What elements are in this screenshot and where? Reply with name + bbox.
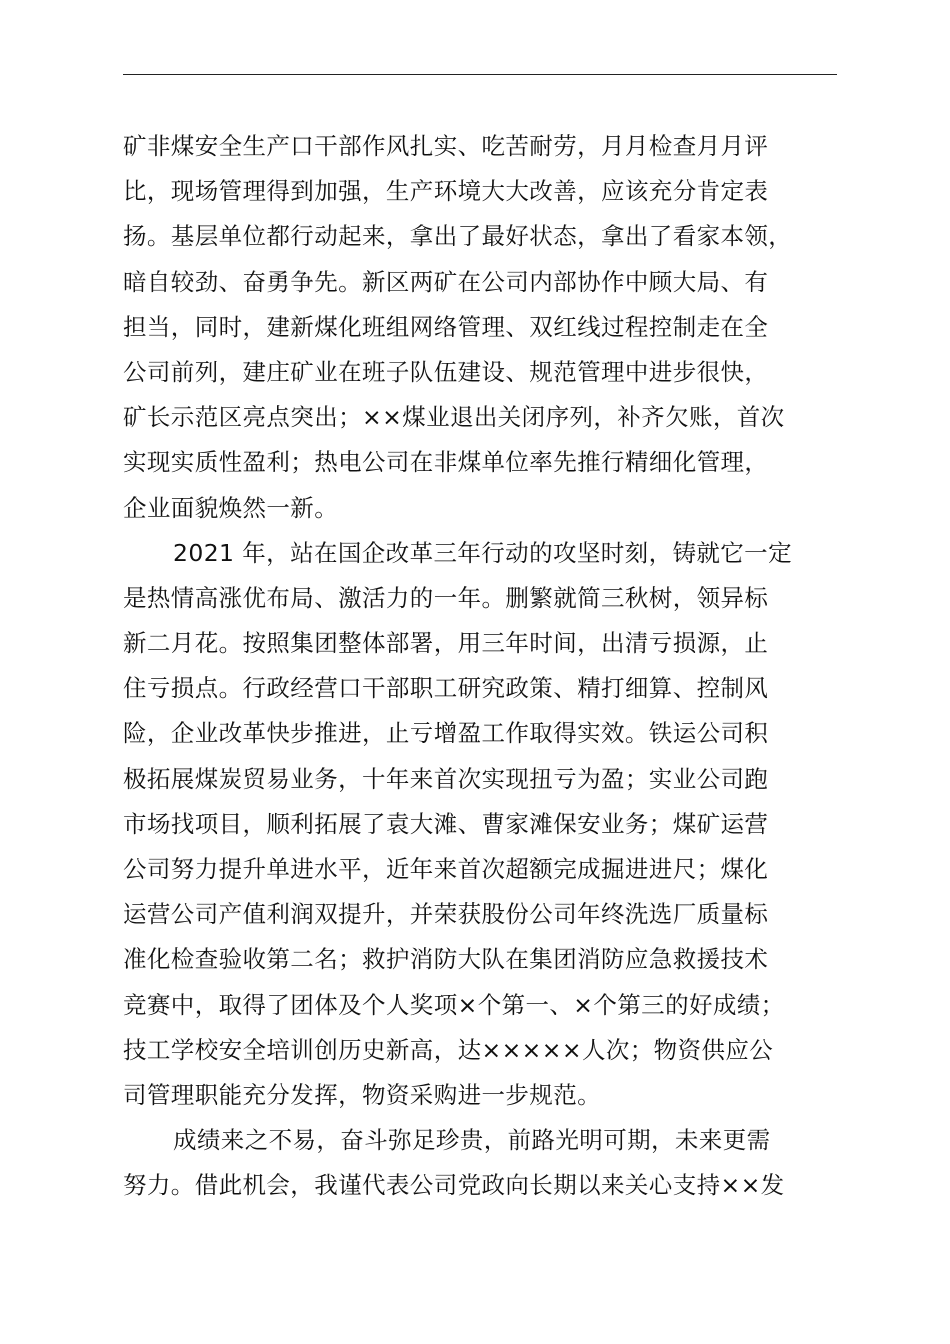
text-line: 险，企业改革快步推进，止亏增盈工作取得实效。铁运公司积: [123, 719, 769, 748]
text-line: 担当，同时，建新煤化班组网络管理、双红线过程控制走在全: [123, 312, 769, 341]
text-line: 暗自较劲、奋勇争先。新区两矿在公司内部协作中顾大局、有: [123, 267, 769, 296]
text-line: 新二月花。按照集团整体部署，用三年时间，出清亏损源，止: [123, 629, 769, 658]
header-rule: [123, 74, 837, 75]
text-line: 技工学校安全培训创历史新高，达×××××人次；物资供应公: [123, 1035, 774, 1064]
text-line: 实现实质性盈利；热电公司在非煤单位率先推行精细化管理，: [123, 448, 769, 477]
text-line: 成绩来之不易，奋斗弥足珍贵，前路光明可期，未来更需: [173, 1126, 771, 1155]
text-line: 运营公司产值利润双提升，并荣获股份公司年终洗选厂质量标: [123, 900, 769, 929]
text-line: 公司前列，建庄矿业在班子队伍建设、规范管理中进步很快，: [123, 357, 769, 386]
paragraph-1: [123, 124, 863, 531]
text-line: 矿长示范区亮点突出；××煤业退出关闭序列，补齐欠账，首次: [123, 403, 785, 432]
paragraph-2: [123, 531, 863, 1118]
text-line: 努力。借此机会，我谨代表公司党政向长期以来关心支持××发: [123, 1171, 785, 1200]
text-line: 司管理职能充分发挥，物资采购进一步规范。: [123, 1080, 601, 1109]
paragraph-3: [123, 1118, 863, 1208]
text-line: 比，现场管理得到加强，生产环境大大改善，应该充分肯定表: [123, 177, 769, 206]
text-line: 扬。基层单位都行动起来，拿出了最好状态，拿出了看家本领，: [123, 222, 793, 251]
text-line: 住亏损点。行政经营口干部职工研究政策、精打细算、控制风: [123, 674, 769, 703]
text-line: 市场找项目，顺利拓展了袁大滩、曹家滩保安业务；煤矿运营: [123, 809, 769, 838]
text-line: 矿非煤安全生产口干部作风扎实、吃苦耐劳，月月检查月月评: [123, 132, 769, 160]
text-line: 极拓展煤炭贸易业务，十年来首次实现扭亏为盈；实业公司跑: [123, 764, 769, 793]
text-line: 企业面貌焕然一新。: [123, 493, 339, 522]
text-line: 是热情高涨优布局、激活力的一年。删繁就简三秋树，领异标: [123, 583, 769, 612]
document-body: [123, 124, 863, 1209]
text-line: 准化检查验收第二名；救护消防大队在集团消防应急救援技术: [123, 945, 769, 974]
text-line: 竞赛中，取得了团体及个人奖项×个第一、×个第三的好成绩；: [123, 990, 785, 1019]
text-line: 公司努力提升单进水平，近年来首次超额完成掘进进尺；煤化: [123, 855, 769, 883]
text-line: 2021 年，站在国企改革三年行动的攻坚时刻，铸就它一定: [173, 538, 792, 567]
